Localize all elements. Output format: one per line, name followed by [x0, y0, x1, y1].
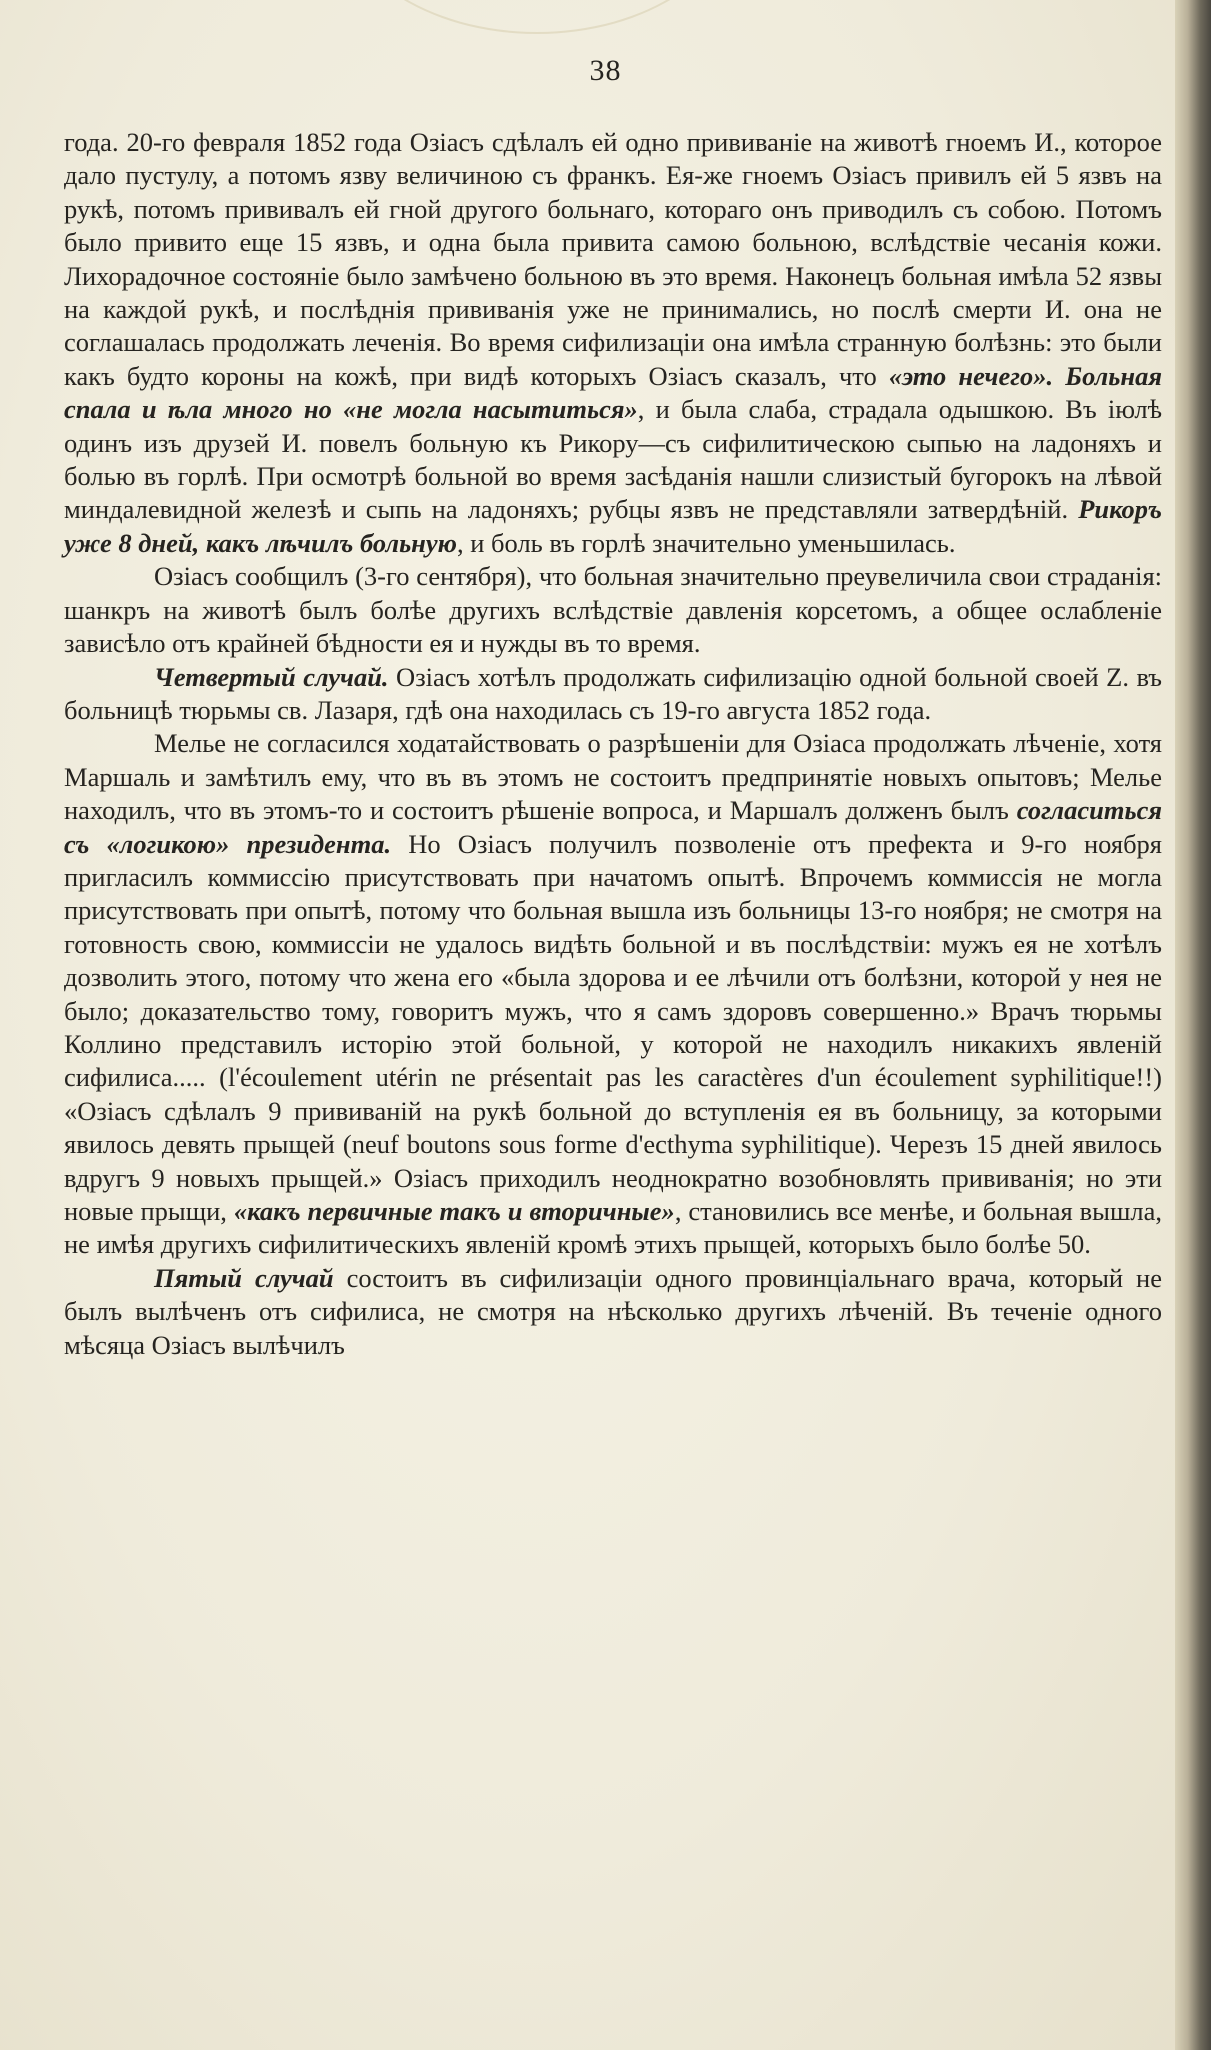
- italic-phrase: согласиться съ «логикою» президента.: [64, 795, 1162, 859]
- text-segment: Мелье не согласился ходатайствовать о разрѣшеніи для Озіаса продолжать лѣченіе, хотя Маршаль и замѣтилъ ему, что въ въ этомъ не состоитъ предпринятіе новыхъ опытовъ; Мелье находилъ, что въ этомъ-то и состоитъ рѣшеніе вопроса, и Маршалъ долженъ былъ: [64, 728, 1162, 826]
- text-segment: состоитъ въ сифилизаціи одного провинціальнаго врача, который не былъ вылѣченъ отъ сифилиса, не смотря на нѣсколько другихъ лѣченій. Въ теченіе одного мѣсяца Озіасъ вылѣчилъ: [64, 1262, 1162, 1360]
- body-text: [64, 126, 1162, 1362]
- text-segment: года. 20-го февраля 1852 года Озіасъ сдѣлалъ ей одно прививаніе на животѣ гноемъ И., которое дало пустулу, а потомъ язву величиною съ франкъ. Ея-же гноемъ Озіасъ привилъ ей 5 язвъ на рукѣ, потомъ прививалъ ей гной другого больнаго, котораго онъ приводилъ съ собою. Потомъ было привито еще 15 язвъ, и одна была привита самою больною, вслѣдствіе чесанія кожи. Лихорадочное состояніе было замѣчено больною въ это время. Наконецъ больная имѣла 52 язвы на каждой рукѣ, и послѣднія прививанія уже не принимались, но послѣ смерти И. она не соглашалась продолжать леченія. Во время сифилизаціи она имѣла странную болѣзнь: это были какъ будто короны на кожѣ, при видѣ которыхъ Озіасъ сказалъ, что: [64, 127, 1162, 391]
- book-spine-shadow: [1175, 0, 1211, 2050]
- text-segment: Озіасъ сообщилъ (3-го сентября), что больная значительно преувеличила свои страданія: шанкръ на животѣ былъ болѣе другихъ вслѣдствіе давленія корсетомъ, а общее ослабленіе зависѣло отъ крайней бѣдности ея и нужды въ то время.: [64, 561, 1162, 659]
- italic-quote: «это нечего». Больная спала и ѣла много но «не могла насытиться»: [64, 360, 1162, 425]
- page-number: 38: [589, 54, 622, 87]
- italic-phrase: Рикоръ уже 8 дней, какъ лѣчилъ больную: [64, 494, 1162, 558]
- case-heading-fourth: Четвертый случай.: [154, 661, 389, 692]
- paragraph-2: [64, 560, 1162, 660]
- bleed-through-stamp: [335, 0, 739, 34]
- paragraph-4: [64, 727, 1162, 1262]
- case-heading-fifth: Пятый случай: [154, 1262, 334, 1293]
- text-segment: Но Озіасъ получилъ позволеніе отъ префекта и 9-го ноября пригласилъ коммиссію присутствовать при начатомъ опытѣ. Впрочемъ коммиссія не могла присутствовать при опытѣ, потому что больная вышла изъ больницы 13-го ноября; не смотря на готовность свою, коммиссіи не удалось видѣть больной и въ послѣдствіи: мужъ ея не хотѣлъ дозволить этого, потому что жена его «была здорова и ее лѣчили отъ болѣзни, которой у нея не было; доказательство тому, говоритъ мужъ, что я самъ здоровъ совершенно.» Врачъ тюрьмы Коллино представилъ исторію этой больной, у которой не находилъ никакихъ явленій сифилиса..... (l'écoulement utérin ne présentait pas les caractères d'un écoulement syphilitique!!) «Озіасъ сдѣлалъ 9 прививаній на рукѣ больной до вступленія ея въ больницу, за которыми явилось девять прыщей (neuf boutons sous forme d'ecthyma syphilitique). Черезъ 15 дней явилось вдругъ 9 новыхъ прыщей.» Озіасъ приходилъ неоднократно возобновлять прививанія; но эти новые прыщи,: [64, 828, 1162, 1226]
- text-segment: , становились все менѣе, и больная вышла, не имѣя другихъ сифилитическихъ явленій кромѣ этихъ прыщей, которыхъ было болѣе 50.: [64, 1196, 1162, 1260]
- paragraph-1: [64, 126, 1162, 560]
- text-segment: , и боль въ горлѣ значительно уменьшилась.: [457, 527, 956, 558]
- paragraph-5: [64, 1262, 1162, 1362]
- paragraph-3: [64, 661, 1162, 728]
- text-segment: , и была слаба, страдала одышкою. Въ іюлѣ одинъ изъ друзей И. повелъ больную къ Рикору—съ сифилитическою сыпью на ладоняхъ и болью въ горлѣ. При осмотрѣ больной во время засѣданія нашли слизистый бугорокъ на лѣвой миндалевидной железѣ и сыпь на ладоняхъ; рубцы язвъ не представляли затвердѣній.: [64, 394, 1163, 525]
- italic-quote: «какъ первичные такъ и вторичные»: [233, 1196, 675, 1226]
- text-segment: Озіасъ хотѣлъ продолжать сифилизацію одной больной своей Z. въ больницѣ тюрьмы св. Лазаря, гдѣ она находилась съ 19-го августа 1852 года.: [64, 661, 1162, 725]
